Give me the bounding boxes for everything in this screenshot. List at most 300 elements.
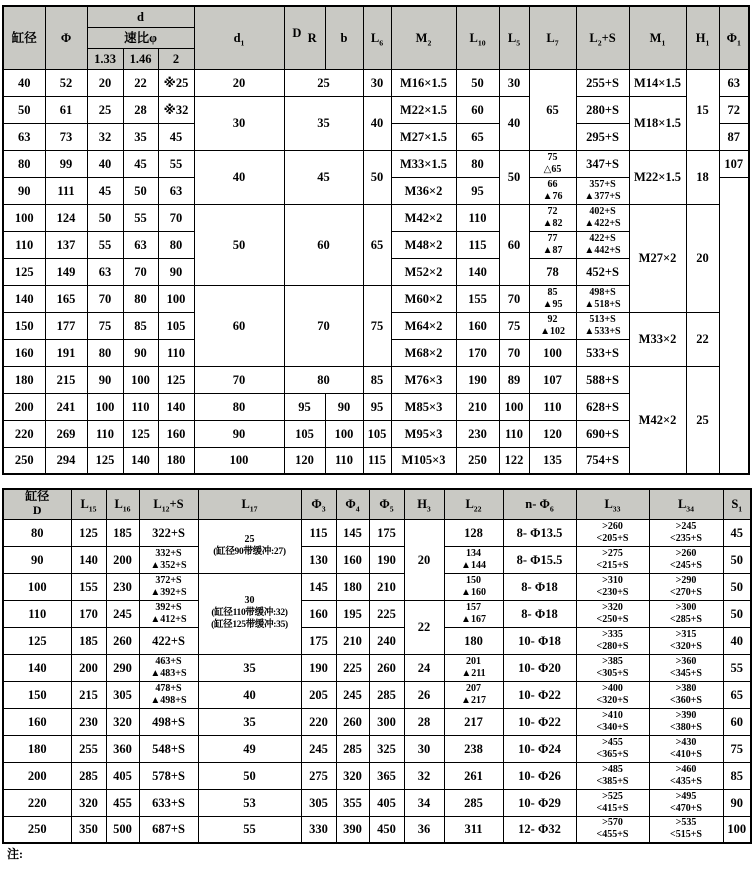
data-cell: 28 — [404, 708, 444, 735]
data-cell: 513+S ▲533+S — [576, 312, 629, 339]
data-cell: 207 ▲217 — [444, 681, 503, 708]
header-row — [3, 6, 749, 27]
data-cell: 241 — [45, 393, 87, 420]
data-cell: 100 — [723, 816, 751, 843]
cylinder-dimensions-table-2 — [2, 488, 752, 844]
data-cell: 107 — [529, 366, 576, 393]
data-cell: M27×1.5 — [391, 123, 456, 150]
data-cell: 100 — [194, 447, 284, 474]
data-cell: 145 — [301, 573, 336, 600]
data-cell: 20 — [194, 69, 284, 96]
data-cell: 115 — [456, 231, 499, 258]
data-cell: 55 — [158, 150, 194, 177]
data-cell: 45 — [723, 519, 751, 546]
data-cell: 498+S ▲518+S — [576, 285, 629, 312]
header-cell: $L_{17}$ — [198, 489, 301, 519]
data-cell: 50 — [194, 204, 284, 285]
data-cell: 255 — [71, 735, 106, 762]
data-cell: 250 — [456, 447, 499, 474]
table-row — [3, 600, 751, 627]
data-cell: 320 — [336, 762, 369, 789]
data-cell: >380 <360+S — [649, 681, 723, 708]
header-cell: $\Phi_4$ — [336, 489, 369, 519]
data-cell: 155 — [456, 285, 499, 312]
data-cell: 65 — [363, 204, 391, 285]
data-cell: 63 — [158, 177, 194, 204]
data-cell: 463+S ▲483+S — [139, 654, 198, 681]
data-cell: 210 — [336, 627, 369, 654]
table-row — [3, 573, 751, 600]
data-cell: 55 — [123, 204, 158, 231]
data-cell: M14×1.5 — [629, 69, 686, 96]
data-cell: 225 — [369, 600, 404, 627]
data-cell: >570 <455+S — [576, 816, 649, 843]
data-cell: 100 — [158, 285, 194, 312]
data-cell: >495 <470+S — [649, 789, 723, 816]
data-cell: 261 — [444, 762, 503, 789]
table-row — [3, 69, 749, 96]
data-cell: 18 — [686, 150, 719, 204]
data-cell: 63 — [123, 231, 158, 258]
data-cell: 80 — [123, 285, 158, 312]
data-cell: 50 — [123, 177, 158, 204]
data-cell: 120 — [529, 420, 576, 447]
data-cell: 35 — [123, 123, 158, 150]
data-cell: 61 — [45, 96, 87, 123]
data-cell: >385 <305+S — [576, 654, 649, 681]
data-cell: 32 — [404, 762, 444, 789]
data-cell: 25 — [87, 96, 123, 123]
table-row — [3, 96, 749, 123]
data-cell: 145 — [336, 519, 369, 546]
data-cell: 230 — [71, 708, 106, 735]
data-cell: 215 — [45, 366, 87, 393]
data-cell: 22 — [123, 69, 158, 96]
data-cell: 45 — [284, 150, 363, 204]
data-cell: 350 — [71, 816, 106, 843]
data-cell: 30 — [499, 69, 529, 96]
data-cell: 305 — [106, 681, 139, 708]
data-cell: 238 — [444, 735, 503, 762]
header-cell: n- $\Phi_6$ — [503, 489, 576, 519]
data-cell: 99 — [45, 150, 87, 177]
data-cell: 40 — [723, 627, 751, 654]
data-cell: 200 — [3, 393, 45, 420]
data-cell: 40 — [3, 69, 45, 96]
data-cell: M16×1.5 — [391, 69, 456, 96]
data-cell: 85 — [123, 312, 158, 339]
data-cell: 10- Φ26 — [503, 762, 576, 789]
data-cell: 53 — [198, 789, 301, 816]
data-cell: 180 — [3, 366, 45, 393]
data-cell: 55 — [198, 816, 301, 843]
header-cell: $L_{10}$ — [456, 6, 499, 69]
data-cell: 455 — [106, 789, 139, 816]
data-cell: 35 — [198, 708, 301, 735]
data-cell: 90 — [325, 393, 363, 420]
data-cell: 110 — [123, 393, 158, 420]
data-cell: 402+S ▲422+S — [576, 204, 629, 231]
data-cell: 320 — [71, 789, 106, 816]
data-cell: 12- Φ32 — [503, 816, 576, 843]
data-cell: 160 — [3, 708, 71, 735]
data-cell: 30 — [363, 69, 391, 96]
data-cell: 49 — [198, 735, 301, 762]
data-cell: 180 — [444, 627, 503, 654]
data-cell: 548+S — [139, 735, 198, 762]
data-cell: 240 — [369, 627, 404, 654]
data-cell: 90 — [194, 420, 284, 447]
cutoff-note: 注: — [7, 847, 23, 861]
data-cell: 63 — [87, 258, 123, 285]
data-cell: 90 — [3, 546, 71, 573]
data-cell — [719, 177, 749, 474]
data-cell: 110 — [3, 600, 71, 627]
data-cell: 85 — [723, 762, 751, 789]
data-cell: M85×3 — [391, 393, 456, 420]
data-cell: 36 — [404, 816, 444, 843]
data-cell: 60 — [723, 708, 751, 735]
data-cell: 45 — [158, 123, 194, 150]
data-cell: 111 — [45, 177, 87, 204]
data-cell: 137 — [45, 231, 87, 258]
data-cell: 55 — [87, 231, 123, 258]
data-cell: 125 — [3, 258, 45, 285]
data-cell: 160 — [158, 420, 194, 447]
data-cell: 110 — [456, 204, 499, 231]
data-cell: 185 — [71, 627, 106, 654]
header-cell: D R — [284, 6, 325, 69]
data-cell: 160 — [456, 312, 499, 339]
data-cell: 217 — [444, 708, 503, 735]
data-cell: 70 — [194, 366, 284, 393]
data-cell: M42×2 — [629, 366, 686, 474]
data-cell: >455 <365+S — [576, 735, 649, 762]
data-cell: 105 — [284, 420, 325, 447]
data-cell: 588+S — [576, 366, 629, 393]
data-cell: 225 — [336, 654, 369, 681]
data-cell: 190 — [456, 366, 499, 393]
data-cell: 110 — [325, 447, 363, 474]
data-cell: 22 — [404, 600, 444, 654]
data-cell: 175 — [301, 627, 336, 654]
data-cell: 10- Φ18 — [503, 627, 576, 654]
data-cell: 150 — [3, 312, 45, 339]
data-cell: 200 — [71, 654, 106, 681]
header-cell: 2 — [158, 48, 194, 69]
data-cell: 325 — [369, 735, 404, 762]
data-cell: 85 — [363, 366, 391, 393]
data-cell: 110 — [499, 420, 529, 447]
table-gap — [2, 475, 748, 488]
data-cell: 95 — [363, 393, 391, 420]
header-cell: $\Phi_5$ — [369, 489, 404, 519]
data-cell: 260 — [336, 708, 369, 735]
data-cell: 80 — [194, 393, 284, 420]
header-cell: 缸径 — [3, 6, 45, 69]
data-cell: M36×2 — [391, 177, 456, 204]
data-cell: 140 — [123, 447, 158, 474]
data-cell: 100 — [529, 339, 576, 366]
data-cell: M76×3 — [391, 366, 456, 393]
data-cell: 177 — [45, 312, 87, 339]
data-cell: 122 — [499, 447, 529, 474]
data-cell: 330 — [301, 816, 336, 843]
data-cell: 110 — [3, 231, 45, 258]
data-cell: >290 <270+S — [649, 573, 723, 600]
header-cell: $d_1$ — [194, 6, 284, 69]
data-cell: 498+S — [139, 708, 198, 735]
data-cell: 80 — [284, 366, 363, 393]
data-cell: 628+S — [576, 393, 629, 420]
data-cell: >485 <385+S — [576, 762, 649, 789]
data-cell: 140 — [3, 654, 71, 681]
data-cell: 332+S ▲352+S — [139, 546, 198, 573]
data-cell: >260 <245+S — [649, 546, 723, 573]
data-cell: 50 — [723, 573, 751, 600]
data-cell: 75 — [363, 285, 391, 366]
data-cell: 191 — [45, 339, 87, 366]
data-cell: 70 — [87, 285, 123, 312]
data-cell: 128 — [444, 519, 503, 546]
data-cell: 70 — [123, 258, 158, 285]
data-cell: 180 — [158, 447, 194, 474]
data-cell: 633+S — [139, 789, 198, 816]
data-cell: 452+S — [576, 258, 629, 285]
data-cell: 322+S — [139, 519, 198, 546]
data-cell: 357+S ▲377+S — [576, 177, 629, 204]
data-cell: 35 — [284, 96, 363, 150]
data-cell: 65 — [529, 69, 576, 150]
data-cell: 10- Φ29 — [503, 789, 576, 816]
data-cell: 80 — [87, 339, 123, 366]
data-cell: 285 — [71, 762, 106, 789]
data-cell: 185 — [106, 519, 139, 546]
data-cell: 190 — [369, 546, 404, 573]
data-cell: 90 — [123, 339, 158, 366]
data-cell: 135 — [529, 447, 576, 474]
data-cell: 190 — [301, 654, 336, 681]
data-cell: 390 — [336, 816, 369, 843]
data-cell: 360 — [106, 735, 139, 762]
header-cell: $L_6$ — [363, 6, 391, 69]
header-cell: $L_{22}$ — [444, 489, 503, 519]
data-cell: 160 — [301, 600, 336, 627]
data-cell: >320 <250+S — [576, 600, 649, 627]
data-cell: 220 — [301, 708, 336, 735]
data-cell: 75 — [723, 735, 751, 762]
data-cell: 60 — [284, 204, 363, 285]
data-cell: 245 — [106, 600, 139, 627]
data-cell: 365 — [369, 762, 404, 789]
data-cell: 150 — [3, 681, 71, 708]
data-cell: 50 — [723, 600, 751, 627]
data-cell: 305 — [301, 789, 336, 816]
data-cell: 40 — [198, 681, 301, 708]
header-cell: $H_3$ — [404, 489, 444, 519]
data-cell: 8- Φ13.5 — [503, 519, 576, 546]
data-cell: 170 — [456, 339, 499, 366]
data-cell: 65 — [723, 681, 751, 708]
data-cell: 140 — [71, 546, 106, 573]
data-cell: 60 — [499, 204, 529, 285]
data-cell: 70 — [158, 204, 194, 231]
table-2-header — [3, 489, 751, 519]
data-cell: 230 — [456, 420, 499, 447]
data-cell: >525 <415+S — [576, 789, 649, 816]
header-cell: b — [325, 6, 363, 69]
data-cell: 15 — [686, 69, 719, 150]
data-cell: 66 ▲76 — [529, 177, 576, 204]
data-cell: 10- Φ20 — [503, 654, 576, 681]
data-cell: 10- Φ22 — [503, 681, 576, 708]
table-row — [3, 150, 749, 177]
data-cell: 125 — [123, 420, 158, 447]
data-cell: 295+S — [576, 123, 629, 150]
data-cell: 75 — [87, 312, 123, 339]
data-cell: 165 — [45, 285, 87, 312]
data-cell: 170 — [71, 600, 106, 627]
data-cell: 65 — [456, 123, 499, 150]
data-cell: 63 — [3, 123, 45, 150]
data-cell: 55 — [723, 654, 751, 681]
table-2-body — [3, 519, 751, 843]
data-cell: M68×2 — [391, 339, 456, 366]
data-cell: M27×2 — [629, 204, 686, 312]
data-cell: 160 — [336, 546, 369, 573]
table-row — [3, 519, 751, 546]
data-cell: 422+S — [139, 627, 198, 654]
data-cell: 105 — [363, 420, 391, 447]
data-cell: 300 — [369, 708, 404, 735]
header-cell: 速比φ — [87, 27, 194, 48]
data-cell: 70 — [284, 285, 363, 366]
data-cell: 75 — [499, 312, 529, 339]
data-cell: 140 — [456, 258, 499, 285]
data-cell: >430 <410+S — [649, 735, 723, 762]
data-cell: 63 — [719, 69, 749, 96]
data-cell: 260 — [106, 627, 139, 654]
data-cell: 175 — [369, 519, 404, 546]
data-cell: 180 — [336, 573, 369, 600]
data-cell: M48×2 — [391, 231, 456, 258]
data-cell: >315 <320+S — [649, 627, 723, 654]
data-cell: 478+S ▲498+S — [139, 681, 198, 708]
data-cell: 24 — [404, 654, 444, 681]
data-cell: 220 — [3, 420, 45, 447]
data-cell: 210 — [369, 573, 404, 600]
data-cell: >535 <515+S — [649, 816, 723, 843]
data-cell: 72 — [719, 96, 749, 123]
header-cell: $\Phi_3$ — [301, 489, 336, 519]
data-cell: 107 — [719, 150, 749, 177]
data-cell: 355 — [336, 789, 369, 816]
data-cell: 70 — [499, 285, 529, 312]
table-row — [3, 546, 751, 573]
header-cell: $M_2$ — [391, 6, 456, 69]
data-cell: >300 <285+S — [649, 600, 723, 627]
data-cell: 269 — [45, 420, 87, 447]
data-cell: >400 <320+S — [576, 681, 649, 708]
data-cell: 8- Φ15.5 — [503, 546, 576, 573]
data-cell: 201 ▲211 — [444, 654, 503, 681]
header-cell: $H_1$ — [686, 6, 719, 69]
data-cell: 690+S — [576, 420, 629, 447]
data-cell: ※25 — [158, 69, 194, 96]
data-cell: 10- Φ24 — [503, 735, 576, 762]
header-cell: $L_{12}+S$ — [139, 489, 198, 519]
data-cell: 60 — [194, 285, 284, 366]
data-cell: 92 ▲102 — [529, 312, 576, 339]
data-cell: M33×2 — [629, 312, 686, 366]
data-cell: >410 <340+S — [576, 708, 649, 735]
data-cell: M42×2 — [391, 204, 456, 231]
data-cell: 285 — [336, 735, 369, 762]
data-cell: 50 — [3, 96, 45, 123]
data-cell: 250 — [3, 447, 45, 474]
data-cell: 90 — [158, 258, 194, 285]
data-cell: 30 — [404, 735, 444, 762]
data-cell: 125 — [158, 366, 194, 393]
data-cell: 320 — [106, 708, 139, 735]
data-cell: 100 — [3, 573, 71, 600]
data-cell: 450 — [369, 816, 404, 843]
data-cell: 95 — [456, 177, 499, 204]
data-cell: 392+S ▲412+S — [139, 600, 198, 627]
data-cell: 110 — [158, 339, 194, 366]
data-cell: M52×2 — [391, 258, 456, 285]
data-cell: 280+S — [576, 96, 629, 123]
data-cell: 30 (缸径110带缓冲:32) (缸径125带缓冲:35) — [198, 573, 301, 654]
data-cell: 405 — [106, 762, 139, 789]
table-row — [3, 762, 751, 789]
data-cell: 687+S — [139, 816, 198, 843]
data-cell: 100 — [87, 393, 123, 420]
data-cell: 290 — [106, 654, 139, 681]
data-cell: 8- Φ18 — [503, 600, 576, 627]
data-cell: 149 — [45, 258, 87, 285]
data-cell: 52 — [45, 69, 87, 96]
data-cell: M18×1.5 — [629, 96, 686, 150]
data-cell: 405 — [369, 789, 404, 816]
data-cell: 120 — [284, 447, 325, 474]
header-cell: $L_{16}$ — [106, 489, 139, 519]
data-cell: M22×1.5 — [629, 150, 686, 204]
table-row — [3, 366, 749, 393]
data-cell: 100 — [123, 366, 158, 393]
data-cell: >460 <435+S — [649, 762, 723, 789]
data-cell: 134 ▲144 — [444, 546, 503, 573]
table-row — [3, 654, 751, 681]
table-row — [3, 816, 751, 843]
data-cell: 90 — [87, 366, 123, 393]
header-cell: Φ — [45, 6, 87, 69]
data-cell: 180 — [3, 735, 71, 762]
data-cell: 80 — [456, 150, 499, 177]
data-cell: 125 — [3, 627, 71, 654]
data-cell: M33×1.5 — [391, 150, 456, 177]
data-cell: 110 — [87, 420, 123, 447]
header-cell: $L_7$ — [529, 6, 576, 69]
data-cell: 87 — [719, 123, 749, 150]
data-cell: >245 <235+S — [649, 519, 723, 546]
data-cell: 100 — [499, 393, 529, 420]
data-cell: M60×2 — [391, 285, 456, 312]
data-cell: 89 — [499, 366, 529, 393]
data-cell: >390 <380+S — [649, 708, 723, 735]
data-cell: 60 — [456, 96, 499, 123]
data-cell: 260 — [369, 654, 404, 681]
